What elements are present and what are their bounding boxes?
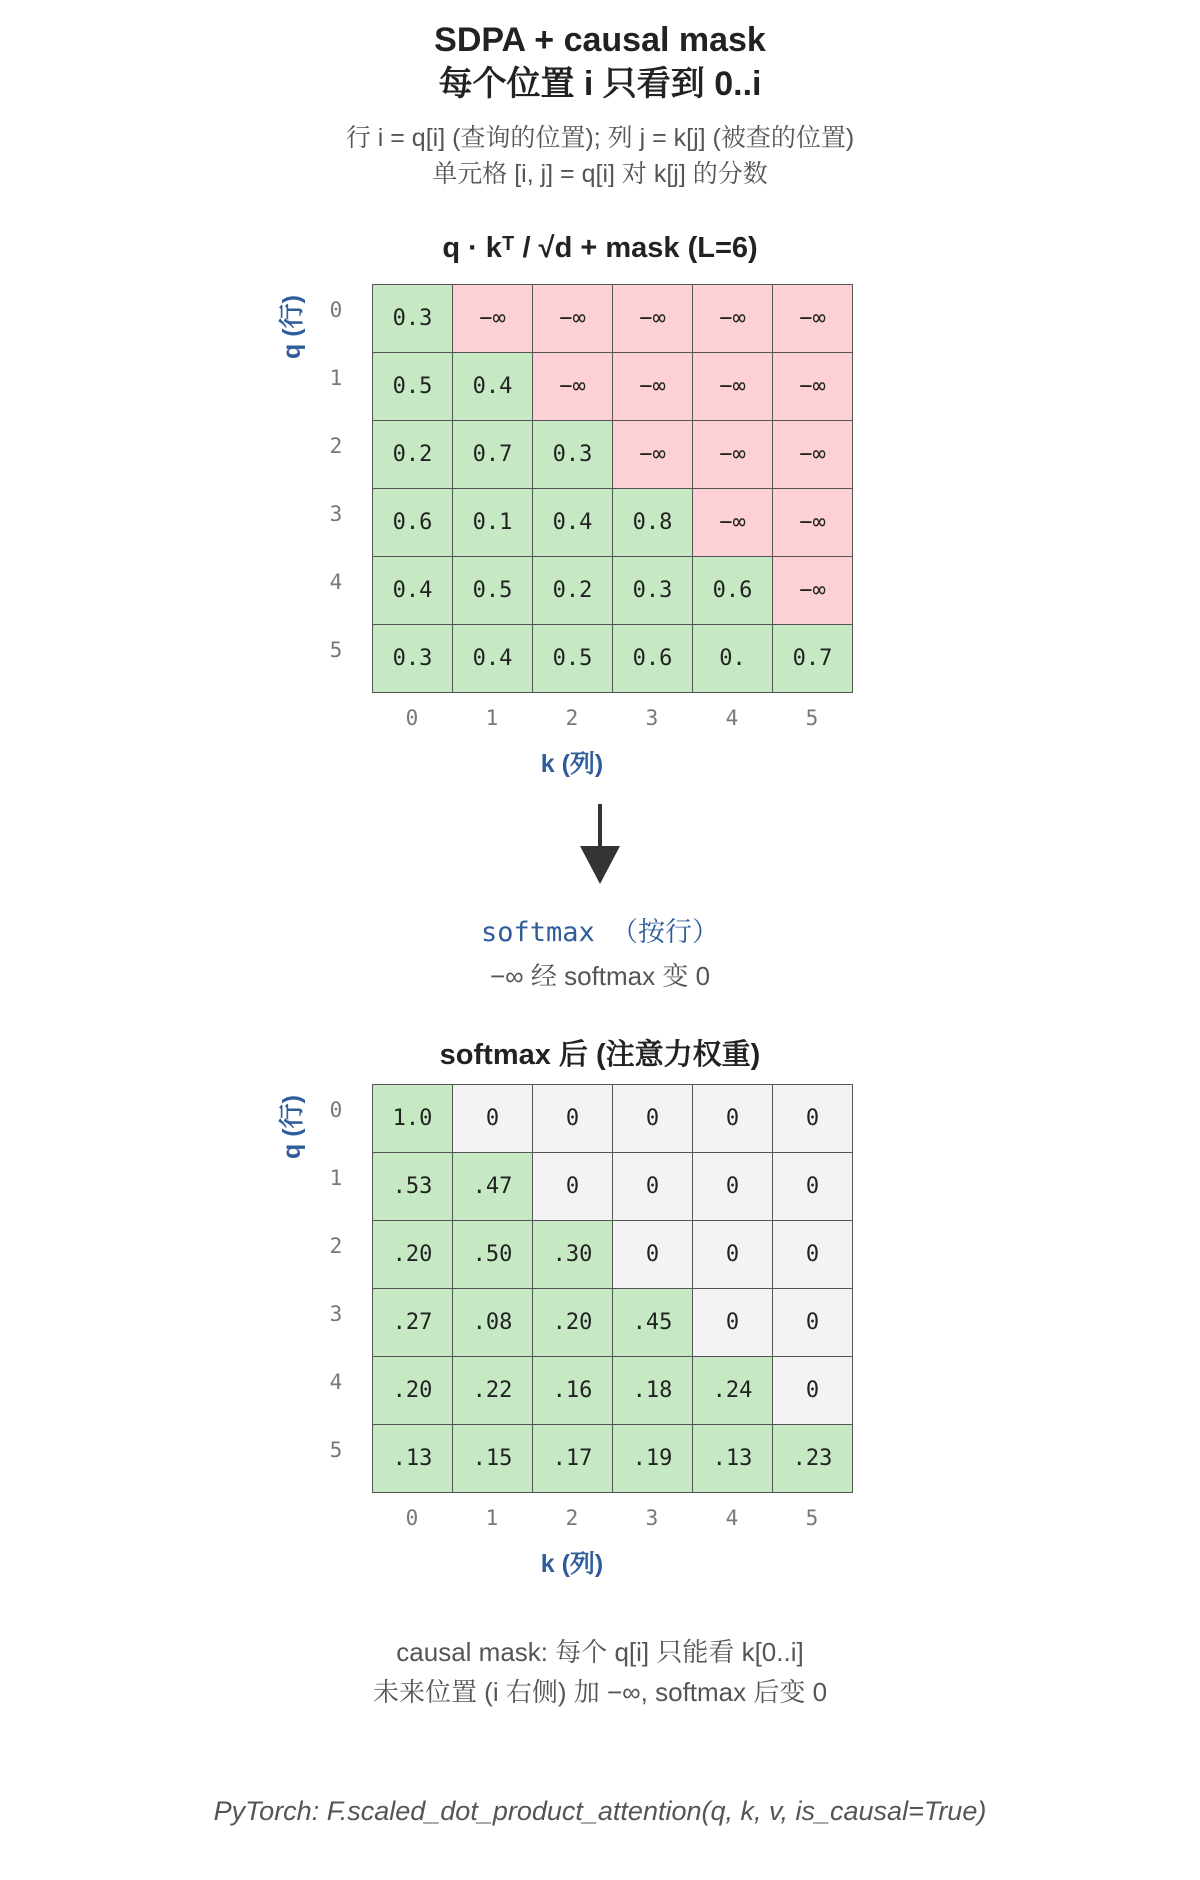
matrix-cell: .08 [453,1289,533,1357]
footer-code: PyTorch: F.scaled_dot_product_attention(q, k, v, is_causal=True) [213,1796,987,1826]
matrix-cell: 0 [773,1357,853,1425]
row-index-label: 2 [329,1234,343,1258]
matrix-cell: .13 [693,1425,773,1493]
subtitle-line-2: 单元格 [i, j] = q[i] 对 k[j] 的分数 [432,160,768,188]
scores-x-axis-label: k (列) [540,750,604,778]
matrix-cell: 0.5 [533,625,613,693]
matrix-cell: 0.4 [453,353,533,421]
matrix-cell: .16 [533,1357,613,1425]
down-arrow-icon [580,804,620,886]
matrix-cell: 0 [773,1153,853,1221]
matrix-cell: .20 [533,1289,613,1357]
matrix-cell: .27 [373,1289,453,1357]
col-index-label: 4 [725,706,739,730]
matrix-cell: 0 [533,1153,613,1221]
matrix-cell: .17 [533,1425,613,1493]
title-line-2: 每个位置 i 只看到 0..i [438,65,762,103]
matrix-cell: 0.7 [773,625,853,693]
matrix-cell: 0.2 [533,557,613,625]
row-index-label: 4 [329,570,343,594]
matrix-cell: 0 [773,1221,853,1289]
matrix-cell: −∞ [693,489,773,557]
scores-y-axis-label: q (行) [278,295,306,359]
weights-matrix-title: softmax 后 (注意力权重) [439,1039,761,1071]
row-index-label: 1 [329,1166,343,1190]
matrix-cell: 0.3 [613,557,693,625]
matrix-cell: 0 [773,1085,853,1153]
matrix-cell: 0.6 [693,557,773,625]
matrix-cell: −∞ [773,353,853,421]
col-index-label: 5 [805,1506,819,1530]
matrix-cell: 0 [693,1289,773,1357]
matrix-cell: .22 [453,1357,533,1425]
row-index-label: 1 [329,366,343,390]
matrix-cell: 0.3 [373,285,453,353]
matrix-cell: −∞ [533,353,613,421]
weights-x-axis-label: k (列) [540,1550,604,1578]
matrix-cell: 0 [693,1085,773,1153]
softmax-label: softmax （按行） [480,917,720,948]
matrix-cell: 0.4 [453,625,533,693]
scores-matrix-title: q · kᵀ / √d + mask (L=6) [442,232,758,264]
col-index-label: 1 [485,706,499,730]
matrix-cell: 0 [773,1289,853,1357]
matrix-cell: 0.8 [613,489,693,557]
scores-matrix [372,284,853,693]
matrix-cell: −∞ [693,353,773,421]
matrix-cell: −∞ [773,421,853,489]
matrix-cell: 0.4 [533,489,613,557]
matrix-cell: .19 [613,1425,693,1493]
matrix-cell: 0.5 [453,557,533,625]
matrix-cell: −∞ [453,285,533,353]
col-index-label: 2 [565,706,579,730]
matrix-cell: 1.0 [373,1085,453,1153]
matrix-cell: −∞ [773,557,853,625]
matrix-cell: 0.5 [373,353,453,421]
row-index-label: 2 [329,434,343,458]
col-index-label: 2 [565,1506,579,1530]
row-index-label: 3 [329,1302,343,1326]
col-index-label: 4 [725,1506,739,1530]
matrix-cell: .23 [773,1425,853,1493]
matrix-cell: 0.7 [453,421,533,489]
weights-matrix [372,1084,853,1493]
matrix-cell: 0 [613,1221,693,1289]
matrix-cell: 0. [693,625,773,693]
matrix-cell: 0 [613,1085,693,1153]
row-index-label: 0 [329,1098,343,1122]
matrix-cell: .50 [453,1221,533,1289]
matrix-cell: .30 [533,1221,613,1289]
matrix-cell: 0.2 [373,421,453,489]
matrix-cell: 0.3 [533,421,613,489]
matrix-cell: 0 [613,1153,693,1221]
matrix-cell: −∞ [533,285,613,353]
row-index-label: 0 [329,298,343,322]
summary-line-1: causal mask: 每个 q[i] 只能看 k[0..i] [396,1637,804,1667]
matrix-cell: .13 [373,1425,453,1493]
matrix-cell: 0.6 [613,625,693,693]
weights-y-axis-label: q (行) [278,1095,306,1159]
row-index-label: 4 [329,1370,343,1394]
col-index-label: 3 [645,1506,659,1530]
matrix-cell: −∞ [693,421,773,489]
matrix-cell: −∞ [773,285,853,353]
matrix-cell: .18 [613,1357,693,1425]
softmax-note: −∞ 经 softmax 变 0 [489,961,711,991]
matrix-cell: −∞ [613,421,693,489]
matrix-cell: 0.6 [373,489,453,557]
matrix-cell: 0 [533,1085,613,1153]
matrix-cell: −∞ [613,353,693,421]
matrix-cell: −∞ [613,285,693,353]
subtitle-line-1: 行 i = q[i] (查询的位置); 列 j = k[j] (被查的位置) [345,124,855,152]
row-index-label: 3 [329,502,343,526]
col-index-label: 0 [405,706,419,730]
col-index-label: 1 [485,1506,499,1530]
row-index-label: 5 [329,638,343,662]
matrix-cell: .15 [453,1425,533,1493]
matrix-cell: .53 [373,1153,453,1221]
matrix-cell: 0 [693,1221,773,1289]
matrix-cell: 0.1 [453,489,533,557]
col-index-label: 3 [645,706,659,730]
matrix-cell: −∞ [693,285,773,353]
matrix-cell: .47 [453,1153,533,1221]
matrix-cell: 0 [693,1153,773,1221]
col-index-label: 5 [805,706,819,730]
row-index-label: 5 [329,1438,343,1462]
matrix-cell: 0.4 [373,557,453,625]
summary-line-2: 未来位置 (i 右侧) 加 −∞, softmax 后变 0 [372,1677,828,1707]
col-index-label: 0 [405,1506,419,1530]
matrix-cell: 0.3 [373,625,453,693]
matrix-cell: .20 [373,1357,453,1425]
matrix-cell: .20 [373,1221,453,1289]
title-line-1: SDPA + causal mask [434,21,766,59]
matrix-cell: .45 [613,1289,693,1357]
matrix-cell: −∞ [773,489,853,557]
matrix-cell: 0 [453,1085,533,1153]
matrix-cell: .24 [693,1357,773,1425]
